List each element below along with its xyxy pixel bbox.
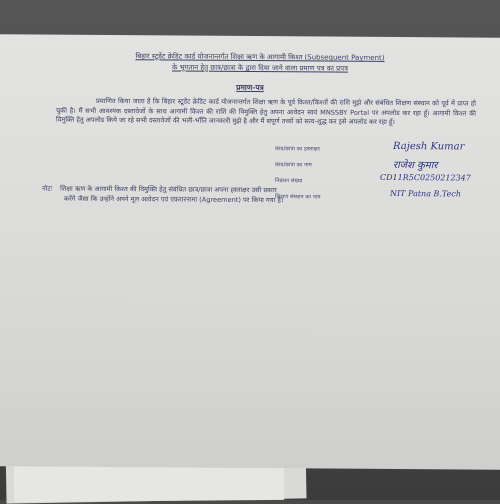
institution-name-handwritten: NIT Patna B.Tech [390, 188, 462, 199]
title-line-2: के भुगतान हेतु छात्र/छात्रा के द्वारा दिया जाने वाला प्रमाण पत्र का प्रपत्र [171, 63, 349, 73]
student-name-handwritten: राजेश कुमार [393, 159, 438, 172]
note-line-2: करेंगे जैसा कि उन्होंने अपने मूल आवेदन एवं एकरारनामा (Agreement) पर किया गया है। [64, 194, 284, 204]
note-section [42, 185, 472, 207]
signature-handwritten: Rajesh Kumar [393, 140, 465, 153]
certificate-heading: प्रमाण-पत्र [236, 82, 264, 93]
paragraph-text: प्रमाणित किया जाता है कि बिहार स्टूडेंट क्रेडिट कार्ड योजनान्तर्गत शिक्षा ऋण के पूर्व किश्त/किश्तों की राशि मुझे और संबंधित शिक्षण संस्थान को पूर्व में प्राप्त हो चुकी है। मैं सभी आवश्यक दस्तावेजों के साथ आगामी किश्त की राशि की विमुक्ति हेतु अपना आवेदन स्वयं MNSSBY Portal पर अपलोड कर रहा हूँ। आगामी किश्त की विमुक्ति हेतु अपलोड किये जा रहे सभी दस्तावेजों की भली-भाँति जानकारी मुझे है और मैं संपूर्ण तथ्यों को सत्य-शुद्ध कर इसे अपलोड कर रहा हूँ। [56, 96, 476, 127]
document-page [0, 34, 500, 469]
field-signature [275, 140, 465, 153]
note-line-1: शिक्षा ऋण के आगामी किश्त की विमुक्ति हेतु संबंधित छात्र/छात्रा अपना हस्ताक्षर उसी प्रकार [60, 184, 277, 195]
field-label: शिक्षण संस्थान का नाम [275, 194, 321, 201]
field-registration-number [275, 172, 471, 185]
title-line-1: बिहार स्टूडेंट क्रेडिट कार्ड योजनान्तर्गत शिक्षा ऋण के आगामी किश्त (Subsequent Payment) [135, 52, 385, 62]
field-label: छात्र/छात्रा का हस्ताक्षर [275, 146, 320, 153]
registration-number-handwritten: CD11R5C0250212347 [380, 172, 471, 183]
field-label: छात्र/छात्रा का नाम [275, 162, 312, 169]
certificate-paragraph [56, 97, 476, 128]
field-label: निबंधन संख्या [275, 178, 303, 185]
document-title [40, 51, 480, 76]
note-label: नोटः [42, 184, 53, 193]
field-student-name [275, 159, 438, 172]
